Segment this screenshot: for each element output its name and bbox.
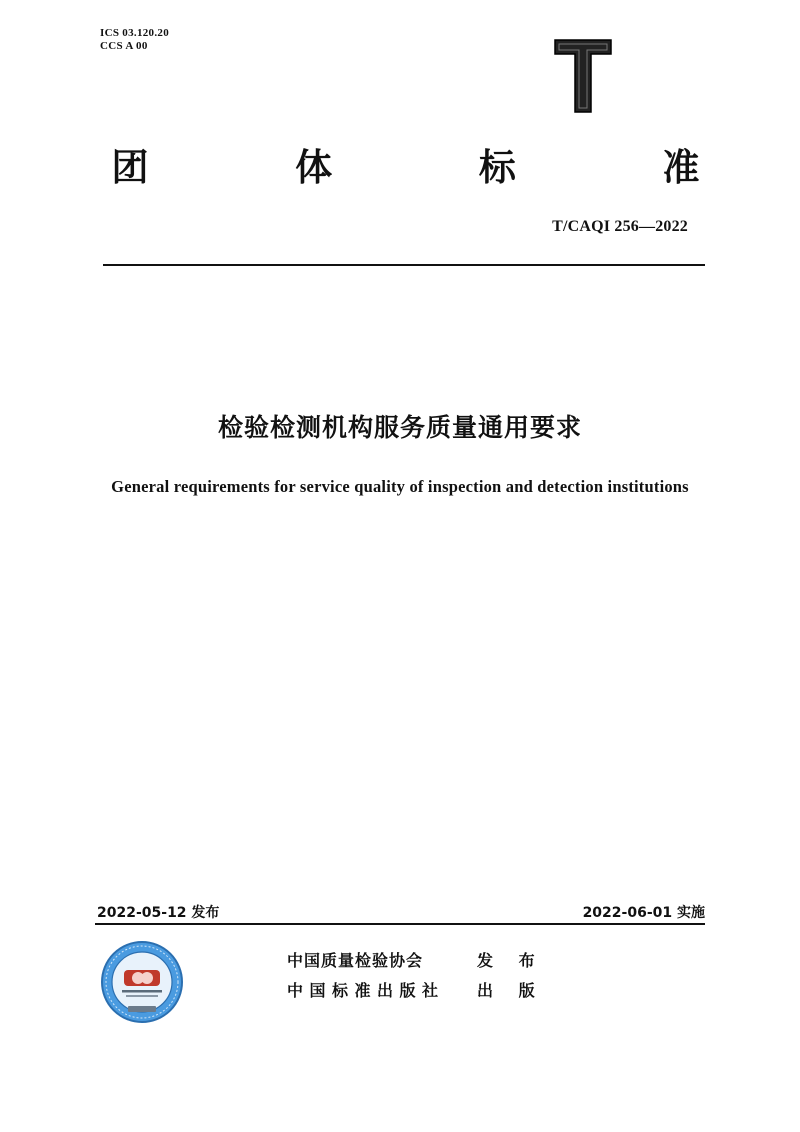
standard-type-char: 准 <box>662 146 700 189</box>
publisher-name: 中国标准出版社 <box>287 981 445 1000</box>
publisher-row <box>287 976 545 1006</box>
standard-number: T/CAQI 256—2022 <box>552 218 688 235</box>
publisher-name: 中国质量检验协会 <box>287 951 424 970</box>
top-divider <box>103 264 705 266</box>
bottom-divider <box>95 923 705 925</box>
issue-date: 2022-05-12 发布 <box>97 905 220 921</box>
ics-code: ICS 03.120.20 <box>100 27 169 39</box>
publisher-row <box>287 946 545 976</box>
standard-type-char: 标 <box>478 146 516 189</box>
publisher-role: 发 布 <box>477 951 545 970</box>
implementation-date: 2022-06-01 实施 <box>582 905 705 921</box>
standard-type-heading <box>108 146 703 190</box>
publisher-block <box>287 946 545 1006</box>
title-chinese: 检验检测机构服务质量通用要求 <box>217 413 582 442</box>
anti-counterfeit-seal-icon <box>100 940 184 1024</box>
standard-type-char: 团 <box>111 146 149 189</box>
classification-codes <box>100 27 169 53</box>
group-standard-t-icon <box>553 38 613 114</box>
ccs-code: CCS A 00 <box>100 40 148 52</box>
publisher-role: 出 版 <box>477 981 545 1000</box>
title-english: General requirements for service quality of inspection and detection institutions <box>111 477 689 496</box>
standard-type-char: 体 <box>295 146 333 189</box>
